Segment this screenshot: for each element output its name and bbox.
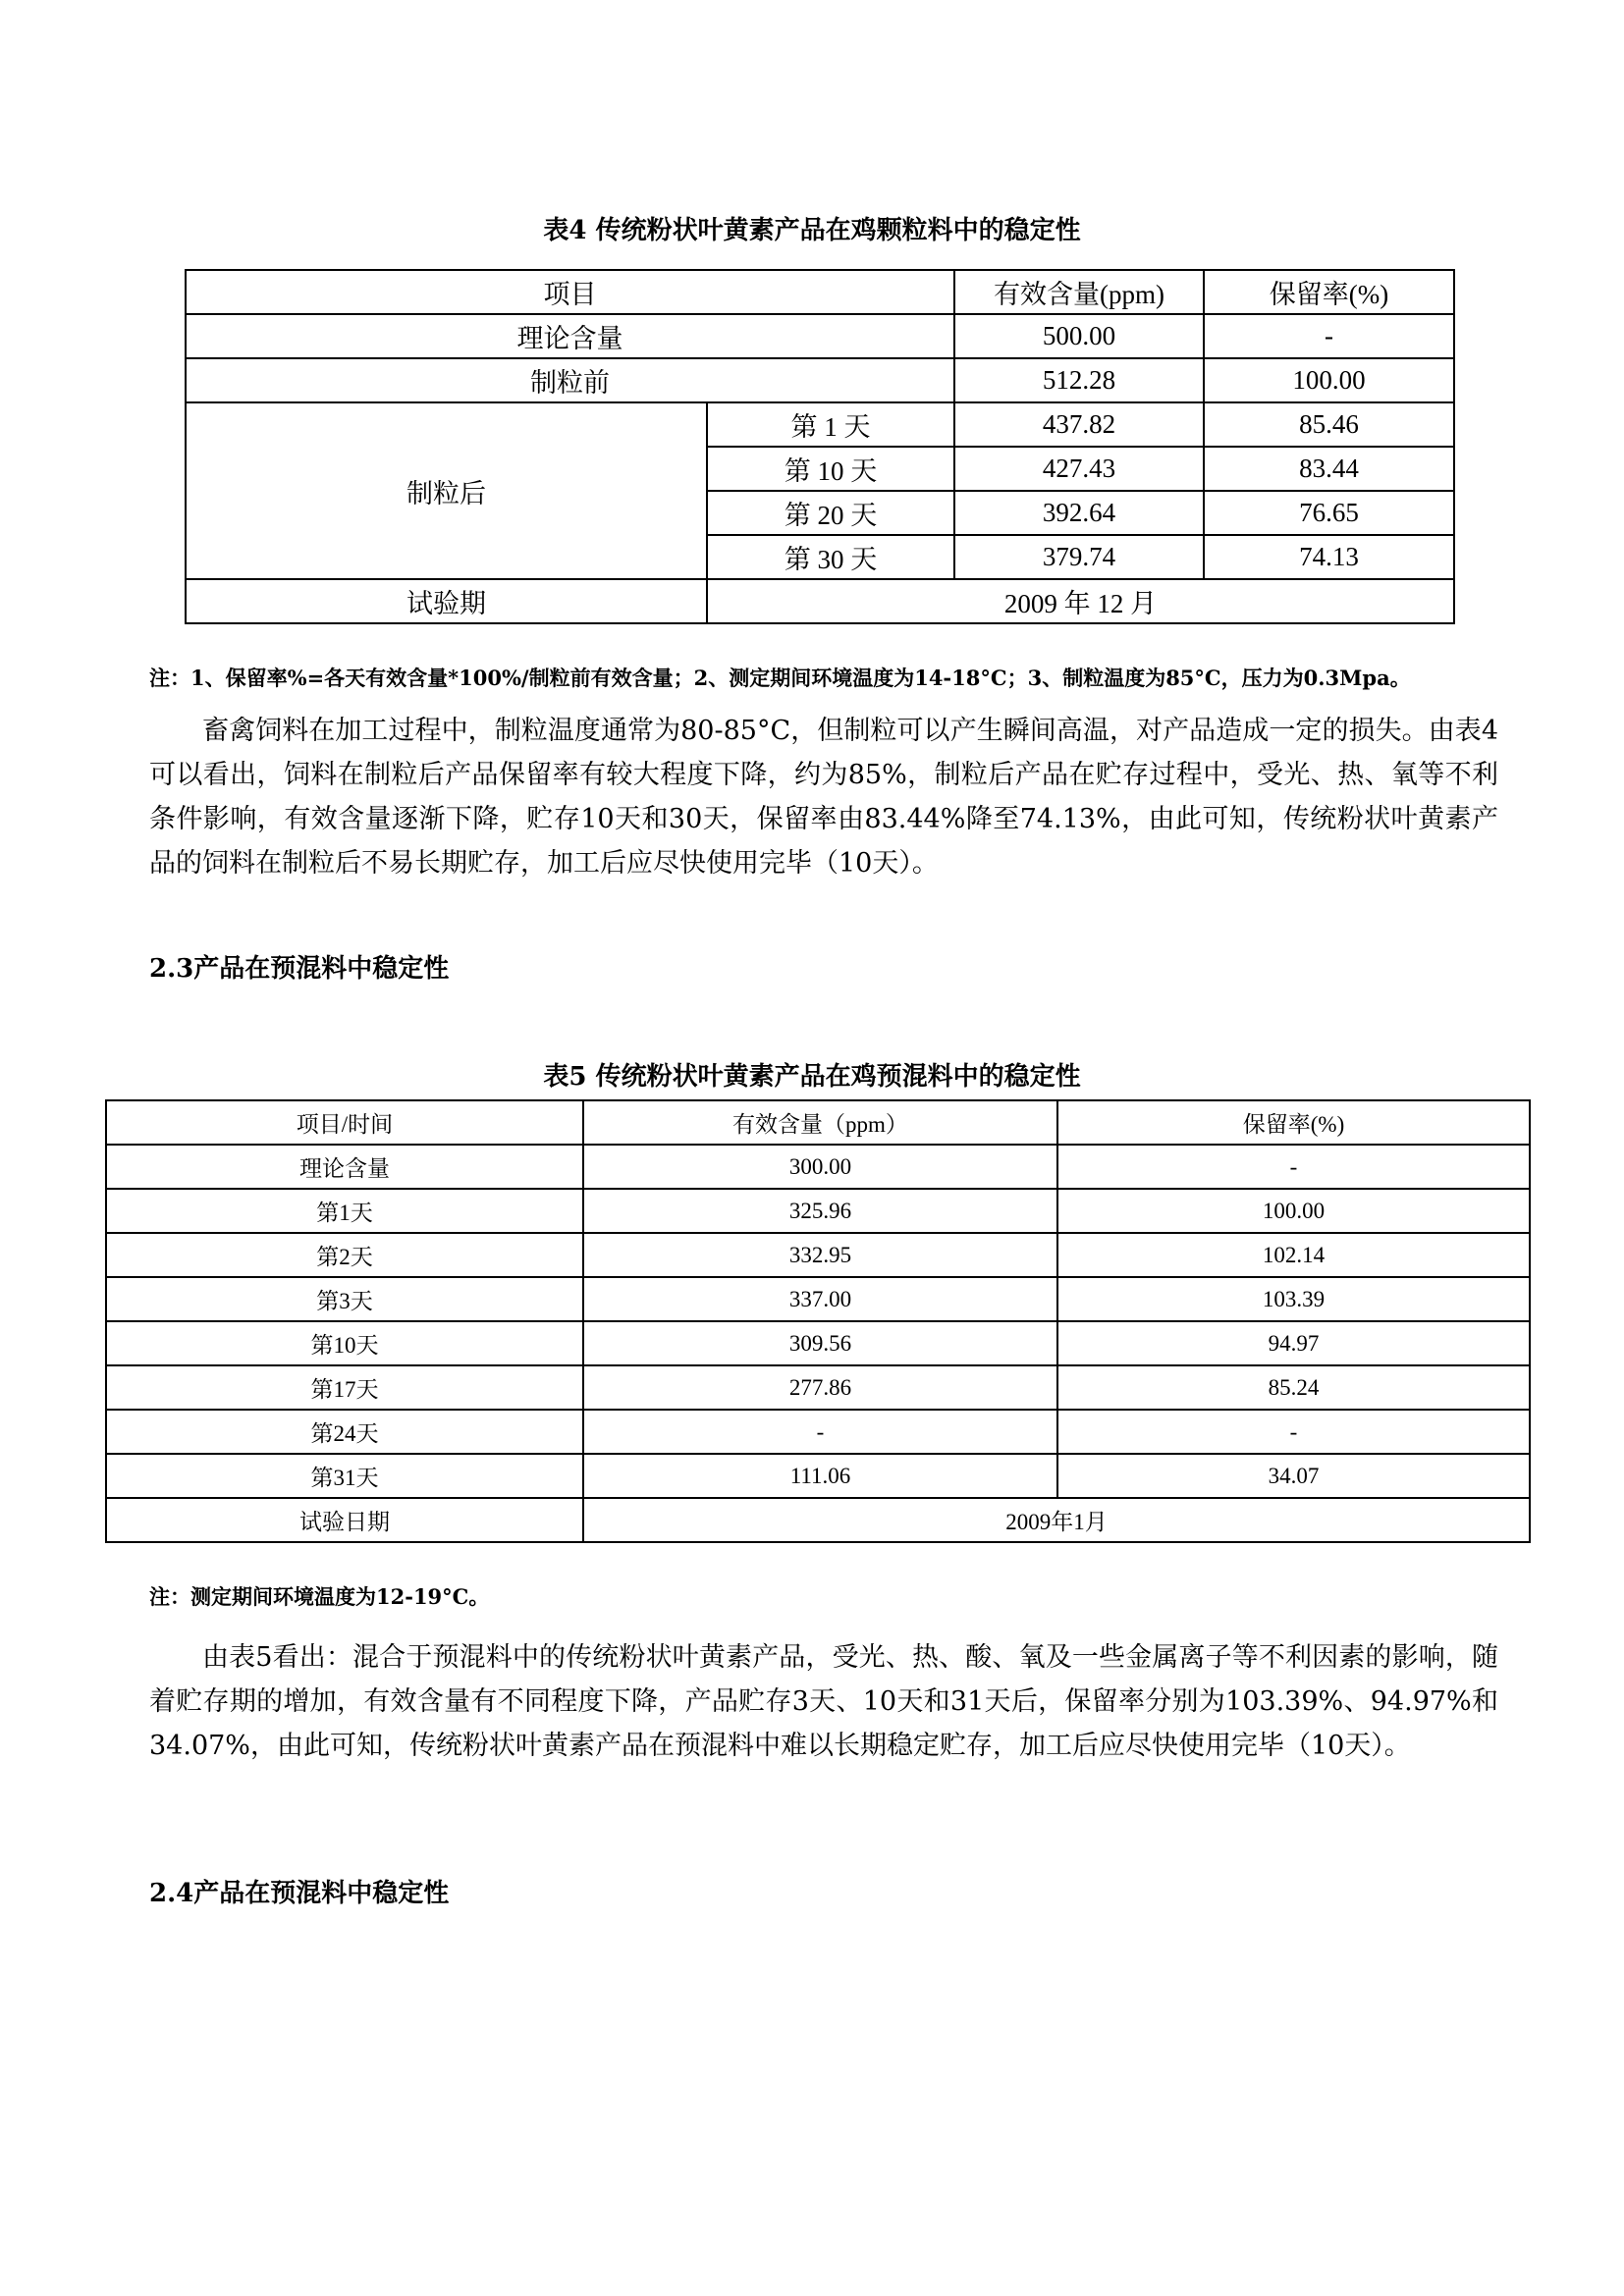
- table5-row-retention: 103.39: [1057, 1277, 1530, 1321]
- table4-row-content: 500.00: [954, 314, 1204, 358]
- table4-period-value: 2009 年 12 月: [707, 579, 1454, 623]
- table4: [185, 269, 1455, 624]
- table5-header-content: 有效含量（ppm）: [583, 1100, 1057, 1145]
- paragraph-2: 由表5看出：混合于预混料中的传统粉状叶黄素产品，受光、热、酸、氧及一些金属离子等不利因素的影响，随着贮存期的增加，有效含量有不同程度下降，产品贮存3天、10天和31天后，保留率分别为103.39%、94.97%和34.07%，由此可知，传统粉状叶黄素产品在预混料中难以长期稳定贮存，加工后应尽快使用完毕（10天）。: [149, 1642, 1498, 1761]
- table5-row-label: 第17天: [106, 1365, 583, 1410]
- table5-row-content: 111.06: [583, 1454, 1057, 1498]
- table4-day-label: 第 10 天: [707, 447, 954, 491]
- table5-period-label: 试验日期: [106, 1498, 583, 1542]
- table4-day-label: 第 20 天: [707, 491, 954, 535]
- table5-row-retention: 94.97: [1057, 1321, 1530, 1365]
- table5-row-label: 第10天: [106, 1321, 583, 1365]
- table4-row-content: 427.43: [954, 447, 1204, 491]
- table-row: [106, 1233, 1530, 1277]
- table4-row-retention: 76.65: [1204, 491, 1454, 535]
- table5-header-item: 项目/时间: [106, 1100, 583, 1145]
- table5-note: 注：测定期间环境温度为12-19°C。: [149, 1584, 490, 1609]
- table5-row-label: 理论含量: [106, 1145, 583, 1189]
- table4-period-label: 试验期: [186, 579, 707, 623]
- table5-row-retention: 100.00: [1057, 1189, 1530, 1233]
- table-row: [106, 1277, 1530, 1321]
- table4-row-content: 512.28: [954, 358, 1204, 402]
- table5-row-content: 277.86: [583, 1365, 1057, 1410]
- table5-row-retention: 102.14: [1057, 1233, 1530, 1277]
- table-row: [186, 579, 1454, 623]
- table5-header-retention: 保留率(%): [1057, 1100, 1530, 1145]
- table4-header-retention: 保留率(%): [1204, 270, 1454, 314]
- section-heading-2-3: 2.3产品在预混料中稳定性: [149, 954, 450, 984]
- table4-row-content: 392.64: [954, 491, 1204, 535]
- table-row: [186, 314, 1454, 358]
- table-row: [106, 1321, 1530, 1365]
- table5: [105, 1099, 1531, 1543]
- section-heading-2-4: 2.4产品在预混料中稳定性: [149, 1879, 450, 1908]
- table4-row-content: 379.74: [954, 535, 1204, 579]
- table-row: [106, 1189, 1530, 1233]
- table-row: [106, 1365, 1530, 1410]
- table5-row-retention: -: [1057, 1145, 1530, 1189]
- table5-row-content: 337.00: [583, 1277, 1057, 1321]
- table4-row-retention: 83.44: [1204, 447, 1454, 491]
- table4-header-item: 项目: [186, 270, 954, 314]
- table5-period-value: 2009年1月: [583, 1498, 1530, 1542]
- table5-row-label: 第2天: [106, 1233, 583, 1277]
- table4-row-label: 制粒前: [186, 358, 954, 402]
- table5-row-content: -: [583, 1410, 1057, 1454]
- table5-header-row: [106, 1100, 1530, 1145]
- table4-row-label: 理论含量: [186, 314, 954, 358]
- table4-row-retention: -: [1204, 314, 1454, 358]
- table4-row-retention: 100.00: [1204, 358, 1454, 402]
- table5-row-label: 第31天: [106, 1454, 583, 1498]
- table4-header-content: 有效含量(ppm): [954, 270, 1204, 314]
- table-row: [106, 1454, 1530, 1498]
- table4-day-label: 第 1 天: [707, 402, 954, 447]
- table-row: [106, 1410, 1530, 1454]
- table5-row-label: 第24天: [106, 1410, 583, 1454]
- table5-row-label: 第3天: [106, 1277, 583, 1321]
- table5-row-retention: -: [1057, 1410, 1530, 1454]
- table4-header-row: [186, 270, 1454, 314]
- table4-day-label: 第 30 天: [707, 535, 954, 579]
- paragraph-1: 畜禽饲料在加工过程中，制粒温度通常为80-85°C，但制粒可以产生瞬间高温，对产品造成一定的损失。由表4可以看出，饲料在制粒后产品保留率有较大程度下降，约为85%，制粒后产品在贮存过程中，受光、热、氧等不利条件影响，有效含量逐渐下降，贮存10天和30天，保留率由83.44%降至74.13%，由此可知，传统粉状叶黄素产品的饲料在制粒后不易长期贮存，加工后应尽快使用完毕（10天）。: [149, 716, 1498, 879]
- table-row: [186, 358, 1454, 402]
- table4-after-label: 制粒后: [186, 402, 707, 579]
- table4-row-content: 437.82: [954, 402, 1204, 447]
- table5-row-content: 300.00: [583, 1145, 1057, 1189]
- table4-row-retention: 74.13: [1204, 535, 1454, 579]
- table5-row-content: 332.95: [583, 1233, 1057, 1277]
- table5-row-label: 第1天: [106, 1189, 583, 1233]
- table-row: [106, 1498, 1530, 1542]
- table5-caption: 表5 传统粉状叶黄素产品在鸡预混料中的稳定性: [543, 1062, 1081, 1092]
- table4-note: 注：1、保留率%=各天有效含量*100%/制粒前有效含量；2、测定期间环境温度为14-18°C；3、制粒温度为85°C，压力为0.3Mpa。: [149, 666, 1411, 690]
- table4-row-retention: 85.46: [1204, 402, 1454, 447]
- table-row: [186, 402, 1454, 447]
- table-row: [106, 1145, 1530, 1189]
- table5-row-retention: 85.24: [1057, 1365, 1530, 1410]
- table4-caption: 表4 传统粉状叶黄素产品在鸡颗粒料中的稳定性: [543, 216, 1081, 245]
- table5-row-content: 309.56: [583, 1321, 1057, 1365]
- table5-row-retention: 34.07: [1057, 1454, 1530, 1498]
- table5-row-content: 325.96: [583, 1189, 1057, 1233]
